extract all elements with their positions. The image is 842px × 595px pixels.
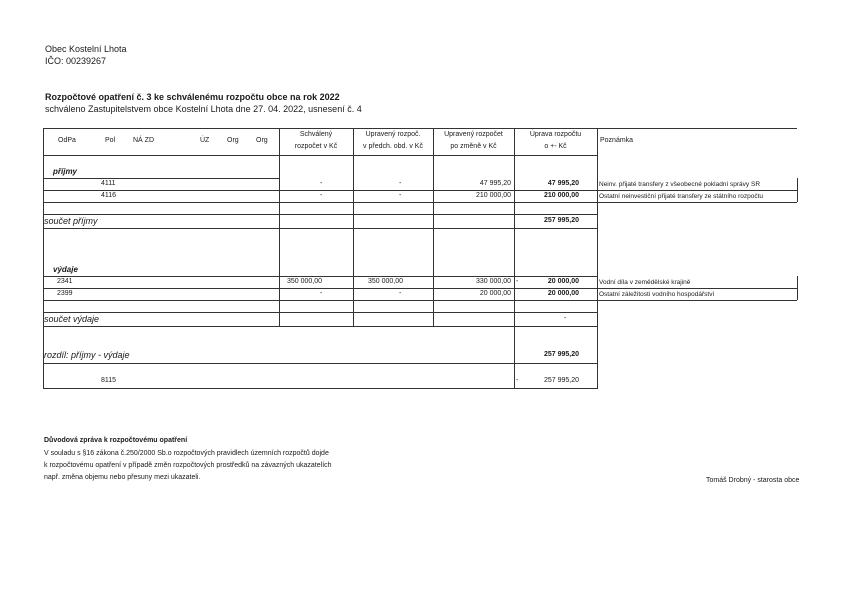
cell-schvaleny: 350 000,00 [287,278,323,285]
col-org: Org [227,137,239,144]
cell-po: 210 000,00 [475,192,511,199]
col-uz: ÚZ [200,137,210,144]
cell-pred: 350 000,00 [368,278,404,285]
cell-pol: 4111 [101,180,116,187]
section-vydaje: výdaje [53,265,78,274]
section-prijmy: příjmy [53,167,78,176]
col-schvaleny: Schválený [299,131,333,138]
difference-label: rozdíl: příjmy - výdaje [44,350,130,360]
sum-vydaje-value: - [564,315,567,322]
financing-sign: - [516,377,519,384]
table-border-bottom [43,388,598,389]
col-poznamka: Poznámka [600,137,634,144]
cell-pred: - [399,180,402,187]
cell-schvaleny: - [320,290,323,297]
cell-odpa: 2399 [57,290,73,297]
cell-pol: 4116 [101,192,117,199]
col-divider [279,128,280,326]
row-divider [43,300,797,301]
cell-schvaleny: - [320,180,323,187]
table-border-top [43,128,797,129]
col-divider [597,128,598,388]
col-divider [43,128,44,388]
cell-poznamka: Ostatní záležitosti vodního hospodářství [599,291,715,298]
col-odpa: OdPa [58,137,76,144]
municipality-name: Obec Kostelní Lhota [45,44,127,54]
col-divider [797,178,798,202]
ico-number: IČO: 00239267 [45,56,107,66]
col-divider [353,128,354,326]
col-nazd: NÁ ZD [133,137,154,144]
cell-odpa: 2341 [57,278,73,285]
cell-schvaleny: - [320,192,323,199]
sum-vydaje-label: součet výdaje [44,314,100,324]
col-upraveny-pred: v předch. obd. v Kč [363,143,423,150]
sum-prijmy-value: 257 995,20 [543,217,579,224]
cell-uprava: 47 995,20 [547,180,579,187]
cell-po: 47 995,20 [479,180,511,187]
row-divider [43,178,279,179]
col-upraveny-pred: Upravený rozpoč. [365,131,421,138]
col-divider [514,128,515,388]
row-divider [43,288,797,289]
cell-po: 330 000,00 [475,278,511,285]
col-org: Org [256,137,268,144]
cell-uprava: 210 000,00 [543,192,579,199]
cell-po: 20 000,00 [479,290,511,297]
col-upraveny-po: Upravený rozpočet [444,131,503,138]
cell-pred: - [399,290,402,297]
col-uprava: o +- Kč [544,143,567,150]
cell-uprava: 20 000,00 [547,278,579,285]
row-divider [43,202,797,203]
col-schvaleny: rozpočet v Kč [294,143,338,150]
signature: Tomáš Drobný - starosta obce [706,477,800,484]
col-uprava: Úprava rozpočtu [529,131,582,138]
cell-poznamka: Vodní díla v zemědělské krajině [599,279,691,286]
financing-value: 257 995,20 [543,377,579,384]
approval-note: schváleno Zastupitelstvem obce Kostelní Lhota dne 27. 04. 2022, usnesení č. 4 [45,104,362,114]
col-pol: Pol [105,137,116,144]
explanation-heading: Důvodová zpráva k rozpočtovému opatření [44,437,188,444]
explanation-line: V souladu s §16 zákona č.250/2000 Sb.o rozpočtových pravidlech územních rozpočtů dojde [44,450,329,457]
explanation-line: k rozpočtovému opatření v případě změn rozpočtových prostředků na závazných ukazatelích [44,462,332,469]
col-divider [797,276,798,300]
document-title: Rozpočtové opatření č. 3 ke schválenému rozpočtu obce na rok 2022 [45,92,340,102]
row-divider [43,190,797,191]
financing-pol: 8115 [101,377,117,384]
cell-poznamka: Ostatní neinvestiční přijaté transfery ze státního rozpočtu [599,193,764,200]
cell-poznamka: Neinv. přijaté transfery z všeobecné pokladní správy SR [599,181,761,188]
explanation-line: např. změna objemu nebo přesuny mezi ukazateli. [44,474,201,481]
cell-pred: - [399,192,402,199]
cell-uprava: 20 000,00 [547,290,579,297]
sum-prijmy-label: součet příjmy [44,216,98,226]
difference-value: 257 995,20 [543,351,579,358]
col-upraveny-po: po změně v Kč [450,143,497,150]
cell-sign: - [516,278,519,285]
